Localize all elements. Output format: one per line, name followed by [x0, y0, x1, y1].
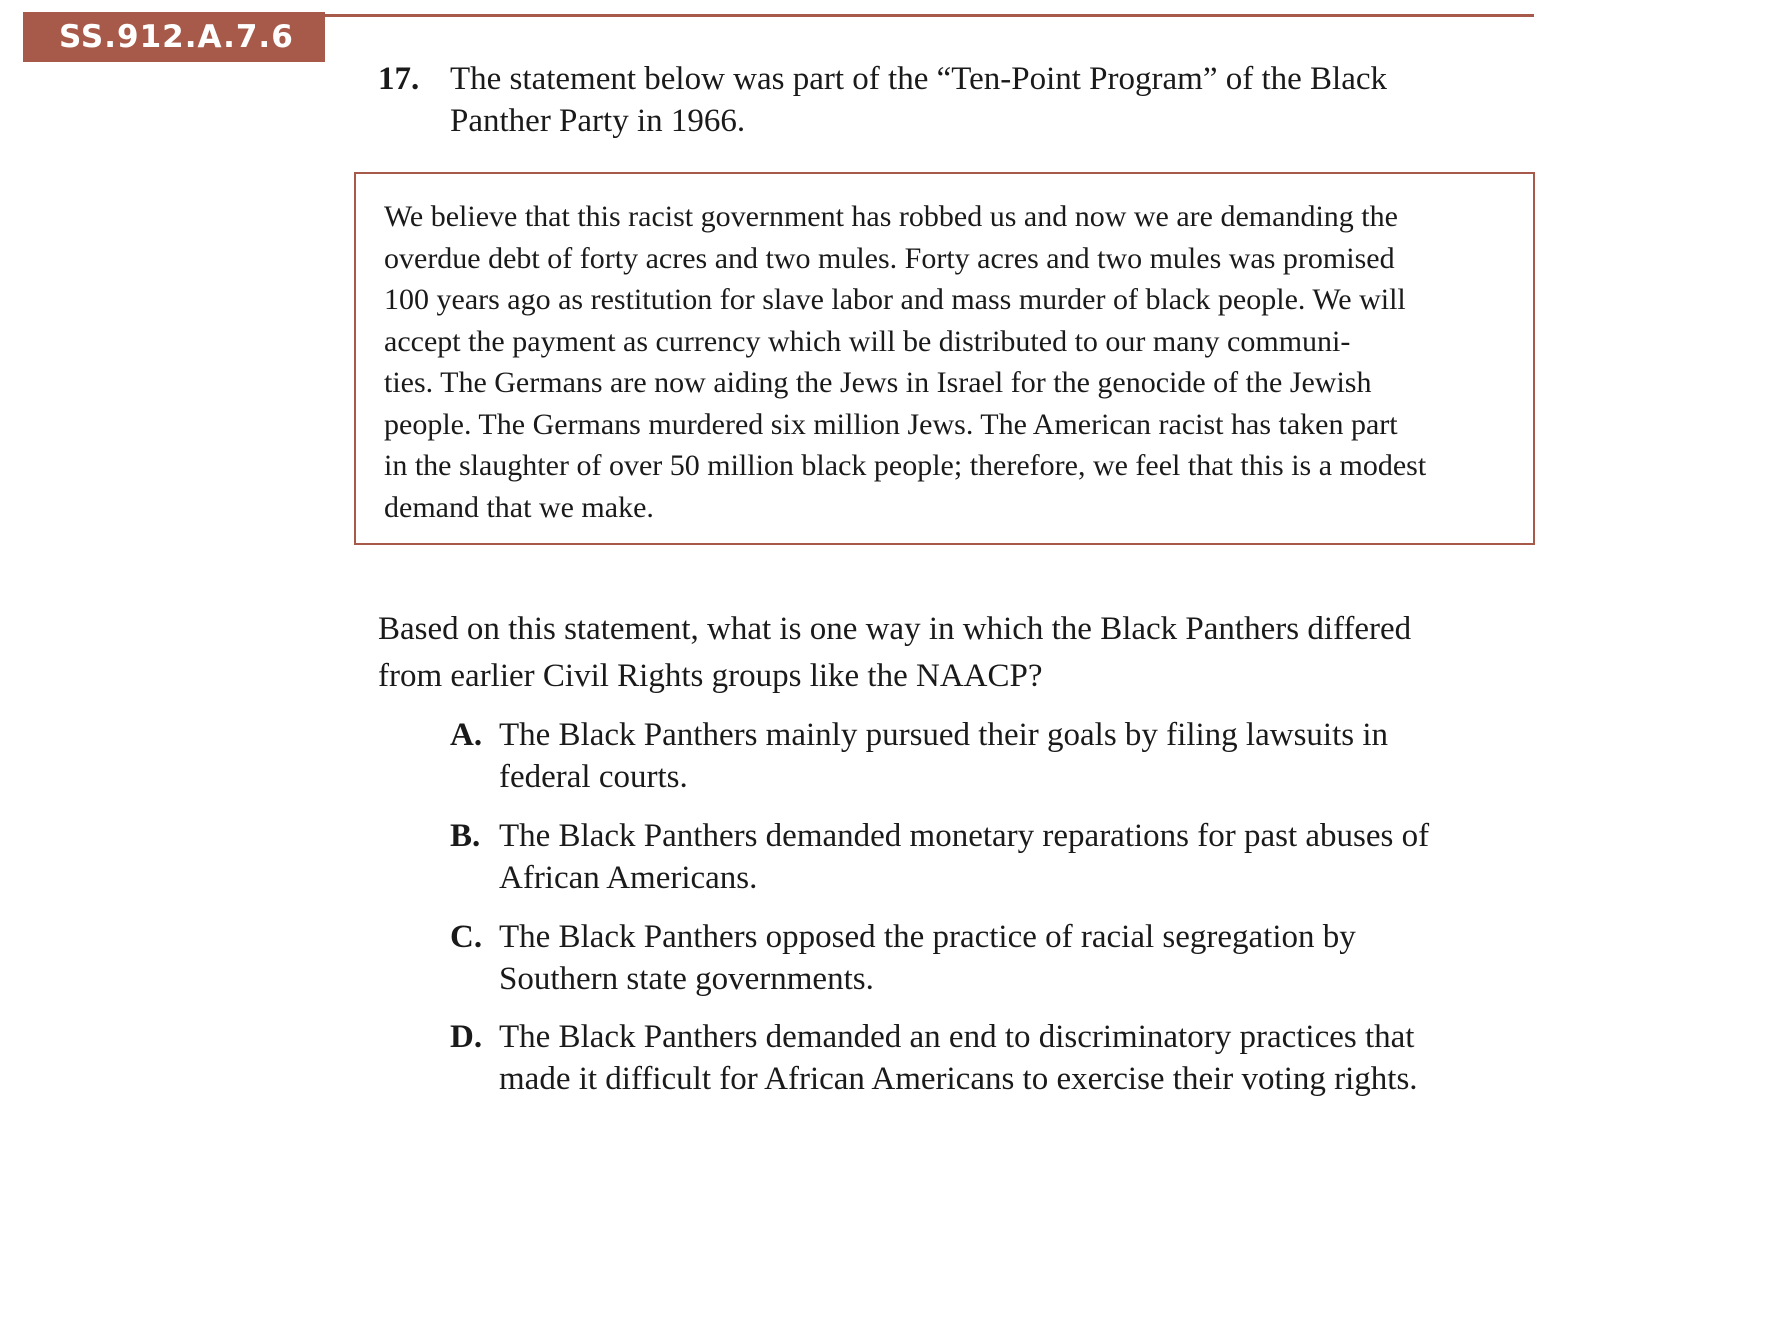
standard-code-label: SS.912.A.7.6 [59, 19, 294, 55]
answer-text-line: The Black Panthers demanded an end to discriminatory practices that [499, 1019, 1415, 1055]
answer-text-line: The Black Panthers mainly pursued their goals by filing lawsuits in [499, 717, 1389, 753]
answer-choice-c[interactable] [450, 916, 1540, 1000]
question-stem-line: The statement below was part of the “Ten-Point Program” of the Black [450, 61, 1387, 97]
excerpt-line: overdue debt of forty acres and two mules. Forty acres and two mules was promised [384, 241, 1395, 275]
answer-text-line: The Black Panthers opposed the practice of racial segregation by [499, 919, 1356, 955]
answer-text-line: The Black Panthers demanded monetary reparations for past abuses of [499, 818, 1430, 854]
answer-text-line: made it difficult for African Americans to exercise their voting rights. [499, 1061, 1418, 1097]
question-stem [378, 58, 1508, 142]
question-number: 17. [378, 61, 420, 97]
excerpt-line: people. The Germans murdered six million Jews. The American racist has taken part [384, 407, 1398, 441]
excerpt-line: 100 years ago as restitution for slave labor and mass murder of black people. We will [384, 283, 1406, 316]
answer-letter: A. [450, 717, 483, 753]
excerpt-line: accept the payment as currency which will be distributed to our many communi- [384, 324, 1351, 358]
prompt-line: Based on this statement, what is one way in which the Black Panthers differed [378, 611, 1412, 647]
answer-choice-a[interactable] [450, 714, 1540, 798]
question-prompt [378, 606, 1528, 700]
answer-text-line: Southern state governments. [499, 961, 874, 997]
primary-source-excerpt-box [354, 172, 1535, 545]
header-rule [325, 14, 1534, 17]
excerpt-line: ties. The Germans are now aiding the Jews in Israel for the genocide of the Jewish [384, 366, 1372, 399]
excerpt-line: in the slaughter of over 50 million black people; therefore, we feel that this is a modest [384, 449, 1427, 482]
answer-text-line: African Americans. [499, 860, 758, 896]
answer-letter: C. [450, 919, 483, 955]
answer-letter: D. [450, 1019, 483, 1055]
prompt-line: from earlier Civil Rights groups like the NAACP? [378, 658, 1043, 694]
answer-choice-d[interactable] [450, 1016, 1540, 1100]
answer-choice-b[interactable] [450, 815, 1540, 899]
answer-text-line: federal courts. [499, 759, 688, 795]
answer-letter: B. [450, 818, 481, 854]
excerpt-line: We believe that this racist government has robbed us and now we are demanding the [384, 200, 1398, 233]
question-stem-line: Panther Party in 1966. [450, 103, 746, 139]
excerpt-line: demand that we make. [384, 490, 654, 524]
standard-code-tag [23, 12, 325, 62]
